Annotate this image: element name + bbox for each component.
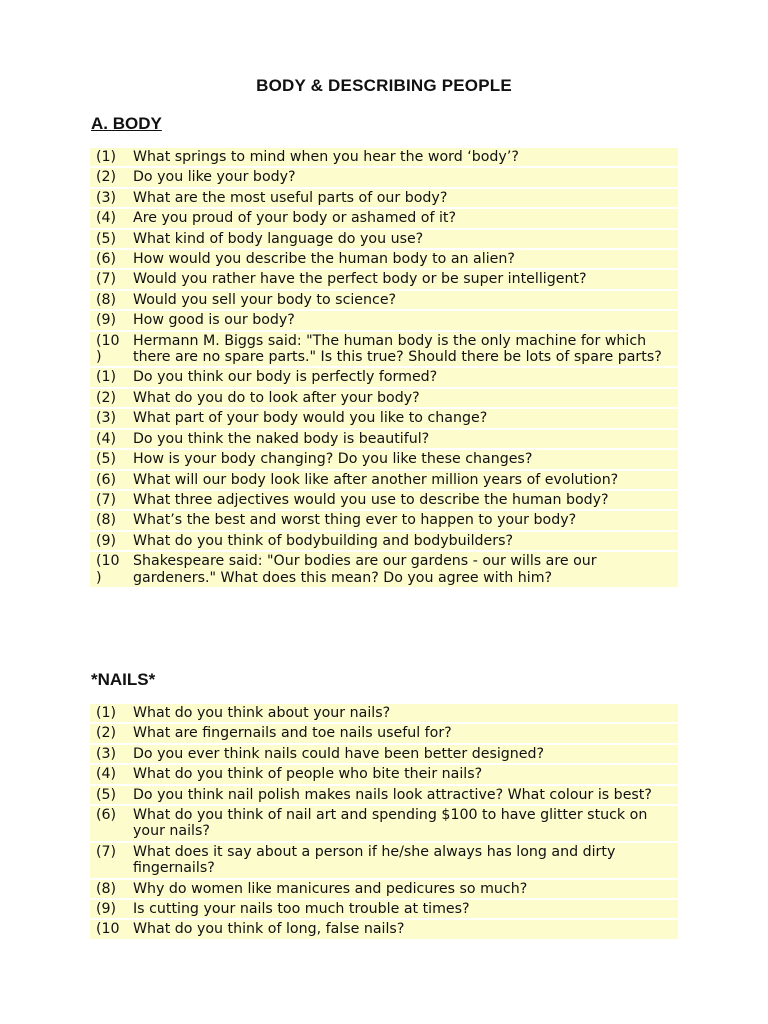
body-questions-table [90,148,678,589]
question-number: (8) [90,510,133,530]
section-heading-nails: *NAILS* [91,670,156,689]
question-number: (6) [90,249,133,269]
question-row [90,470,678,490]
question-row [90,429,678,449]
question-row [90,167,678,187]
question-number: (3) [90,744,133,764]
question-text: What do you think of nail art and spending $100 to have glitter stuck on your nails? [133,805,678,842]
question-number: (9) [90,310,133,330]
question-number: (1) [90,367,133,387]
question-row [90,188,678,208]
question-number: (10 ) [90,331,133,368]
question-row [90,744,678,764]
question-text: How good is our body? [133,310,678,330]
question-text: What will our body look like after another million years of evolution? [133,470,678,490]
question-text: Are you proud of your body or ashamed of it? [133,208,678,228]
question-number: (7) [90,269,133,289]
question-number: (10 [90,919,133,939]
question-number: (2) [90,167,133,187]
question-number: (2) [90,723,133,743]
question-row [90,879,678,899]
question-number: (9) [90,899,133,919]
question-text: Do you think the naked body is beautiful? [133,429,678,449]
question-text: What springs to mind when you hear the word ‘body’? [133,148,678,167]
question-text: What do you do to look after your body? [133,388,678,408]
question-text: Why do women like manicures and pedicures so much? [133,879,678,899]
question-row [90,408,678,428]
question-number: (1) [90,704,133,723]
question-number: (7) [90,842,133,879]
question-number: (10 ) [90,551,133,588]
question-text: What kind of body language do you use? [133,229,678,249]
question-number: (6) [90,805,133,842]
question-row [90,249,678,269]
question-row [90,510,678,530]
question-number: (7) [90,490,133,510]
question-number: (5) [90,449,133,469]
question-row [90,310,678,330]
question-row [90,764,678,784]
question-number: (5) [90,229,133,249]
question-row [90,785,678,805]
question-text: What do you think about your nails? [133,704,678,723]
question-row [90,388,678,408]
question-number: (8) [90,879,133,899]
question-row [90,704,678,723]
question-text: Would you sell your body to science? [133,290,678,310]
question-row [90,805,678,842]
question-row [90,229,678,249]
question-text: Do you think nail polish makes nails look attractive? What colour is best? [133,785,678,805]
question-number: (4) [90,764,133,784]
question-row [90,148,678,167]
question-text: What part of your body would you like to change? [133,408,678,428]
question-text: What do you think of bodybuilding and bodybuilders? [133,531,678,551]
question-text: Is cutting your nails too much trouble at times? [133,899,678,919]
question-row [90,551,678,588]
question-text: What are the most useful parts of our body? [133,188,678,208]
nails-questions-table [90,704,678,941]
question-number: (6) [90,470,133,490]
question-row [90,290,678,310]
question-row [90,208,678,228]
question-text: Would you rather have the perfect body or be super intelligent? [133,269,678,289]
question-text: Do you ever think nails could have been better designed? [133,744,678,764]
question-text: What three adjectives would you use to describe the human body? [133,490,678,510]
question-row [90,367,678,387]
question-text: What do you think of long, false nails? [133,919,678,939]
question-text: What does it say about a person if he/she always has long and dirty fingernails? [133,842,678,879]
question-row [90,490,678,510]
question-text: What are fingernails and toe nails useful for? [133,723,678,743]
question-row [90,531,678,551]
question-row [90,723,678,743]
question-number: (3) [90,408,133,428]
question-row [90,269,678,289]
question-text: How is your body changing? Do you like these changes? [133,449,678,469]
question-text: Do you like your body? [133,167,678,187]
question-text: Shakespeare said: "Our bodies are our gardens - our wills are our gardeners." What does this mean? Do you agree with him? [133,551,678,588]
question-number: (1) [90,148,133,167]
question-number: (5) [90,785,133,805]
section-heading-body: A. BODY [91,114,162,133]
question-text: How would you describe the human body to an alien? [133,249,678,269]
question-number: (9) [90,531,133,551]
question-row [90,919,678,939]
question-row [90,331,678,368]
question-row [90,842,678,879]
question-row [90,449,678,469]
question-text: Do you think our body is perfectly formed? [133,367,678,387]
question-number: (4) [90,208,133,228]
question-number: (8) [90,290,133,310]
question-row [90,899,678,919]
question-number: (3) [90,188,133,208]
question-text: What’s the best and worst thing ever to happen to your body? [133,510,678,530]
question-number: (2) [90,388,133,408]
question-text: Hermann M. Biggs said: "The human body is the only machine for which there are no spare parts." Is this true? Should there be lots of spare parts? [133,331,678,368]
question-text: What do you think of people who bite their nails? [133,764,678,784]
page-title: BODY & DESCRIBING PEOPLE [256,76,512,95]
question-number: (4) [90,429,133,449]
